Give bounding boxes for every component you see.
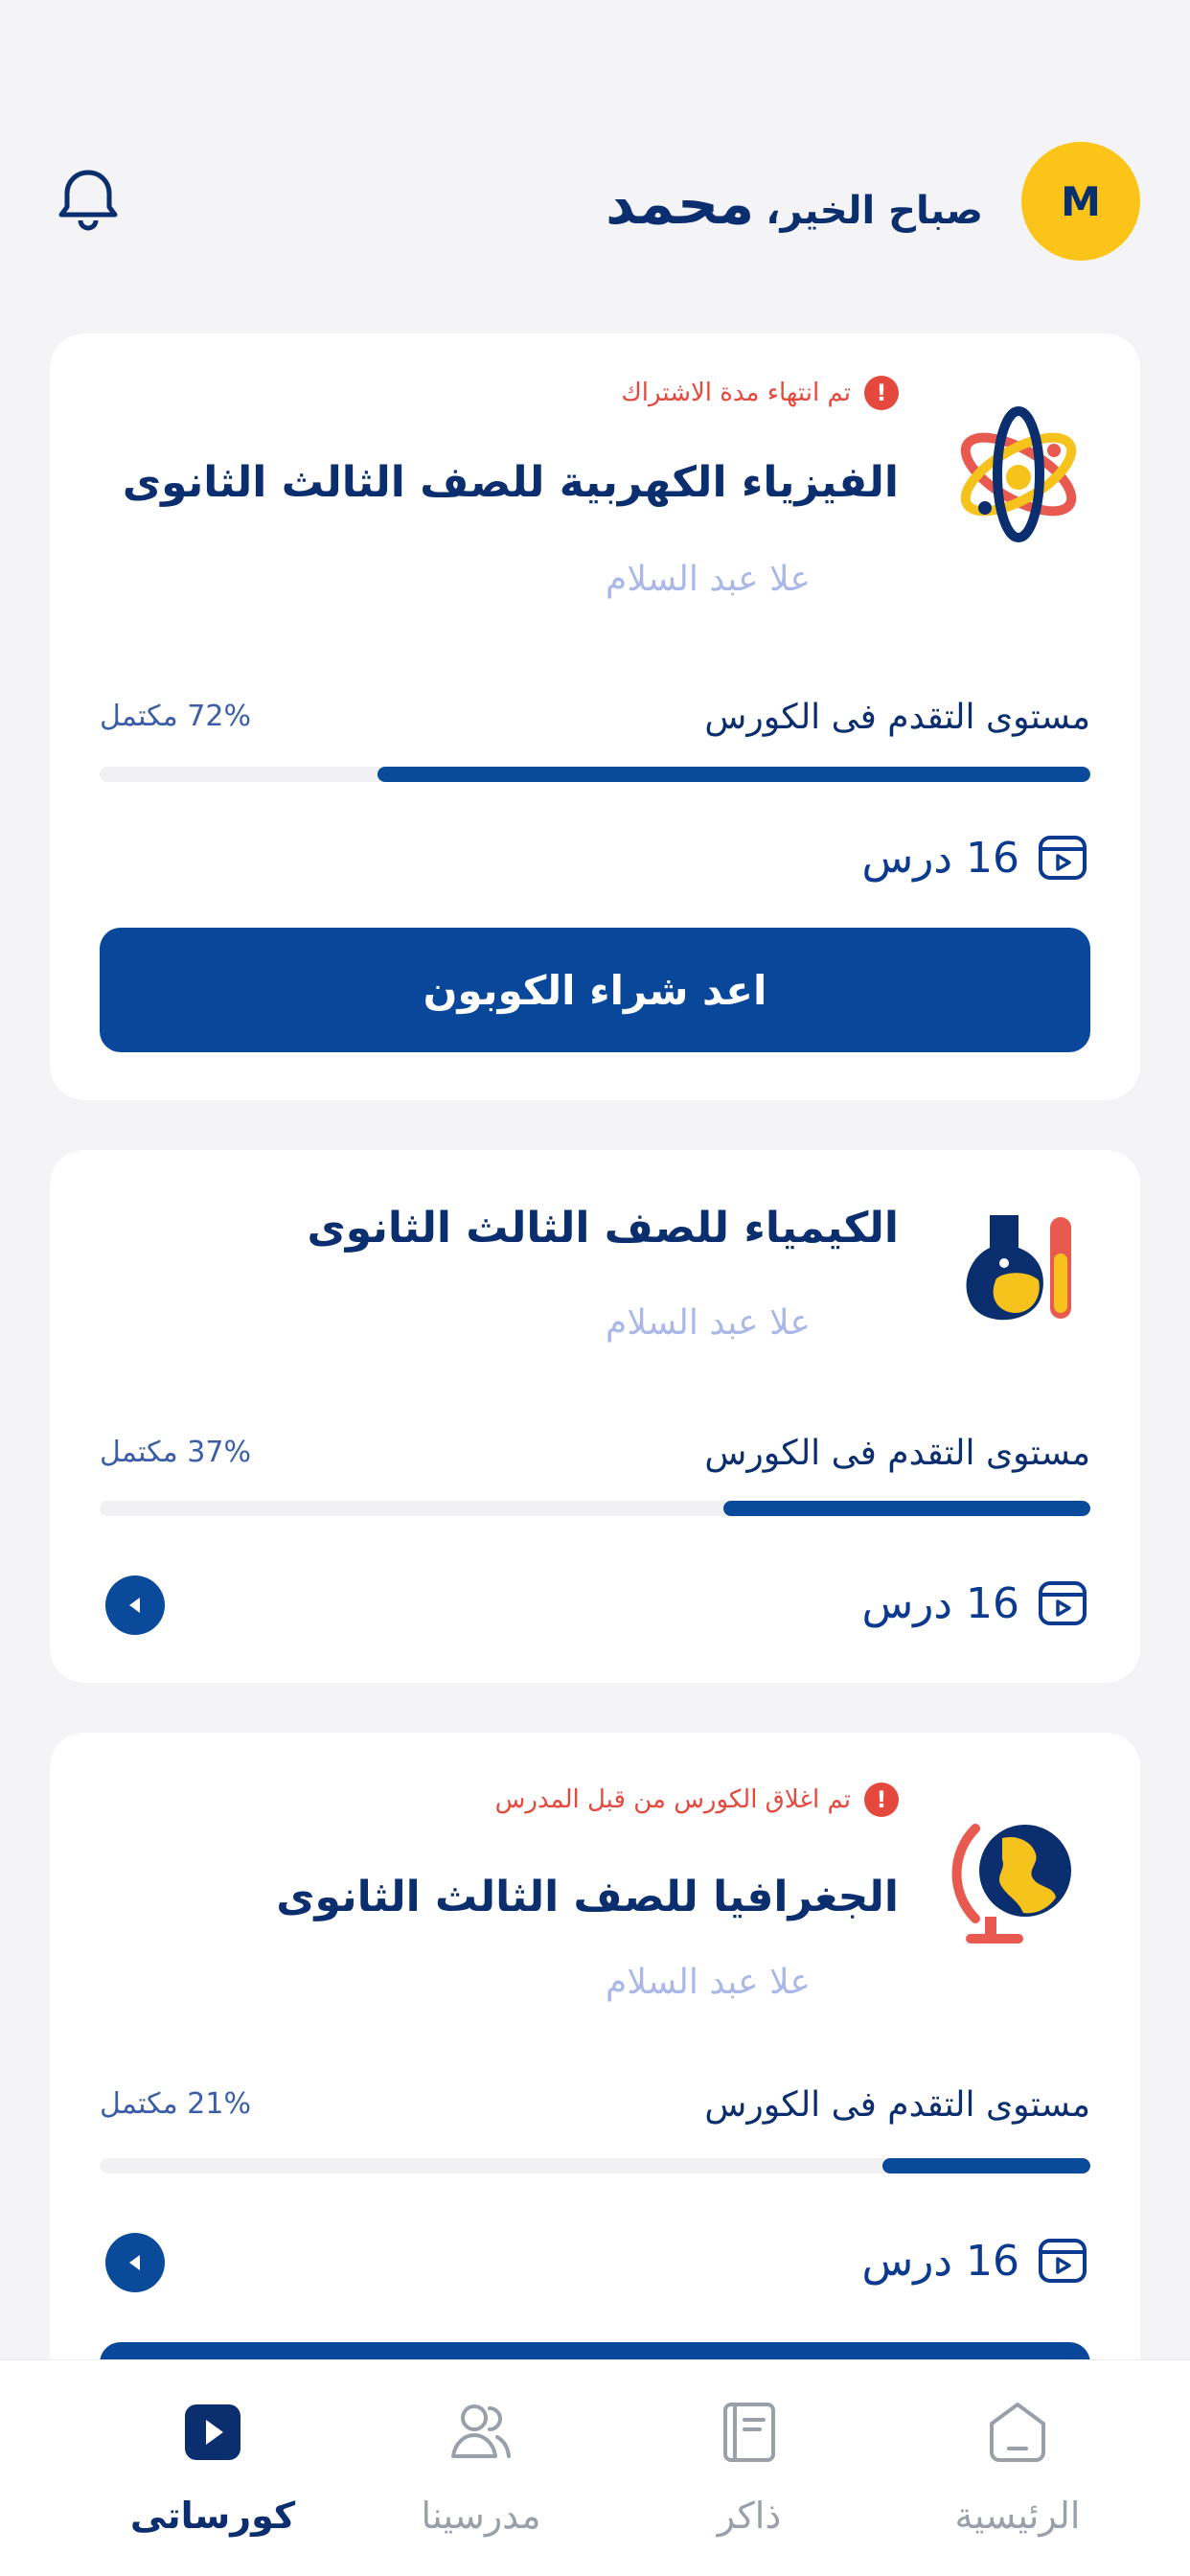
alert-text: تم اغلاق الكورس من قبل المدرس (494, 1785, 851, 1814)
bottom-nav (0, 2359, 1190, 2576)
play-button[interactable] (105, 2233, 165, 2292)
flask-icon (947, 1196, 1090, 1340)
greeting (606, 171, 983, 238)
nav-item-home[interactable] (903, 2397, 1133, 2560)
subscription-expired-alert (621, 376, 899, 410)
progress-bar (100, 1501, 1090, 1516)
avatar[interactable]: M (1021, 142, 1140, 261)
lessons-text: 16 درس (861, 1578, 1019, 1628)
progress-percent: 72% مكتمل (100, 700, 251, 733)
bell-icon[interactable] (50, 163, 126, 240)
progress-label: مستوى التقدم فى الكورس (704, 698, 1090, 737)
teacher-name[interactable]: علا عبد السلام (606, 1963, 811, 2002)
progress-label: مستوى التقدم فى الكورس (704, 2085, 1090, 2125)
home-icon (982, 2397, 1053, 2468)
progress-bar-fill (378, 767, 1090, 782)
course-title: الفيزياء الكهربية للصف الثالث الثانوى (122, 458, 899, 507)
video-icon (1035, 2233, 1090, 2288)
nav-item-my-courses[interactable] (98, 2397, 328, 2560)
nav-label: الرئيسية (954, 2495, 1081, 2537)
course-card-chemistry[interactable] (50, 1150, 1140, 1683)
nav-label: ذاكر (717, 2495, 782, 2537)
progress-bar-fill (723, 1501, 1090, 1516)
play-button[interactable] (105, 1576, 165, 1635)
course-closed-alert (495, 1782, 899, 1817)
rebuy-coupon-button[interactable]: اعد شراء الكوبون (100, 928, 1090, 1052)
progress-bar (100, 2158, 1090, 2174)
video-icon (1035, 1576, 1090, 1631)
lessons-count (861, 830, 1090, 886)
greeting-text: صباح الخير، (766, 189, 983, 233)
progress-label: مستوى التقدم فى الكورس (704, 1434, 1090, 1473)
lessons-text: 16 درس (861, 2236, 1019, 2286)
play-icon (123, 2250, 148, 2275)
teachers-icon (446, 2397, 516, 2468)
lessons-text: 16 درس (861, 833, 1019, 883)
teacher-name[interactable]: علا عبد السلام (606, 1303, 811, 1343)
nav-label: مدرسينا (421, 2495, 541, 2537)
progress-bar-fill (882, 2158, 1090, 2174)
lessons-count (861, 2233, 1090, 2288)
play-icon (123, 1593, 148, 1618)
progress-percent: 37% مكتمل (100, 1436, 251, 1469)
courses-icon (177, 2397, 248, 2468)
course-title: الكيمياء للصف الثالث الثانوى (307, 1204, 899, 1253)
header (50, 142, 1140, 261)
nav-label: كورساتى (129, 2495, 296, 2537)
alert-icon: ! (864, 376, 899, 410)
course-title: الجغرافيا للصف الثالث الثانوى (276, 1873, 899, 1921)
globe-icon (947, 1809, 1090, 1953)
alert-text: تم انتهاء مدة الاشتراك (621, 379, 851, 407)
progress-percent: 21% مكتمل (100, 2087, 251, 2121)
nav-item-teachers[interactable] (366, 2397, 596, 2560)
course-card-geography[interactable] (50, 1733, 1140, 2461)
atom-icon (947, 402, 1090, 546)
nav-item-study[interactable] (634, 2397, 864, 2560)
progress-bar (100, 767, 1090, 782)
lessons-count (861, 1576, 1090, 1631)
user-name: محمد (606, 171, 755, 238)
course-card-physics[interactable] (50, 334, 1140, 1100)
notebook-icon (714, 2397, 785, 2468)
teacher-name[interactable]: علا عبد السلام (606, 560, 811, 599)
alert-icon: ! (864, 1782, 899, 1817)
video-icon (1035, 830, 1090, 886)
